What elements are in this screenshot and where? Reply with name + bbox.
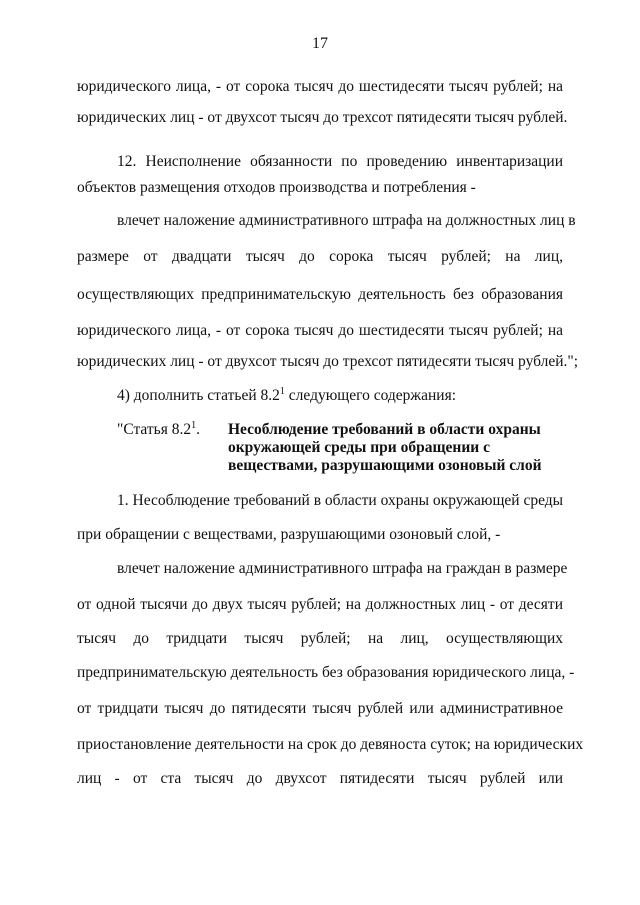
text-line: юридических лиц - от двухсот тысяч до трехсот пятидесяти тысяч рублей. bbox=[77, 109, 568, 126]
article-label bbox=[117, 420, 200, 440]
amendment-text: 4) дополнить статьей 8.2 bbox=[117, 387, 280, 404]
text-line: от тридцати тысяч до пятидесяти тысяч рублей или административное bbox=[77, 700, 563, 717]
text-line: юридических лиц - от двухсот тысяч до трехсот пятидесяти тысяч рублей."; bbox=[77, 353, 579, 370]
text-line: юридического лица, - от сорока тысяч до шестидесяти тысяч рублей; на bbox=[77, 322, 563, 339]
text-line: влечет наложение административного штрафа на граждан в размере bbox=[117, 560, 568, 577]
text-line: тысяч до тридцати тысяч рублей; на лиц, осуществляющих bbox=[77, 630, 563, 647]
article-label-superscript: 1 bbox=[191, 420, 197, 431]
amendment-superscript: 1 bbox=[279, 386, 285, 397]
text-line: приостановление деятельности на срок до девяноста суток; на юридических bbox=[77, 736, 584, 753]
text-line: юридического лица, - от сорока тысяч до шестидесяти тысяч рублей; на bbox=[77, 78, 563, 95]
article-title-line: веществами, разрушающими озоновый слой bbox=[228, 457, 542, 474]
text-line: 12. Неисполнение обязанности по проведению инвентаризации bbox=[117, 153, 563, 170]
amendment-line bbox=[117, 386, 563, 406]
text-line: от одной тысячи до двух тысяч рублей; на должностных лиц - от десяти bbox=[77, 596, 563, 613]
text-line: предпринимательскую деятельность без образования юридического лица, - bbox=[77, 664, 575, 681]
amendment-text-end: следующего содержания: bbox=[284, 387, 457, 404]
text-line: осуществляющих предпринимательскую деятельность без образования bbox=[77, 286, 563, 303]
article-label-dot: . bbox=[196, 421, 200, 438]
text-line: 1. Несоблюдение требований в области охраны окружающей среды bbox=[117, 492, 564, 509]
text-line: размере от двадцати тысяч до сорока тысяч рублей; на лиц, bbox=[77, 248, 563, 265]
article-label-text: "Статья 8.2 bbox=[117, 421, 192, 438]
text-line: объектов размещения отходов производства и потребления - bbox=[77, 179, 476, 196]
text-line: при обращении с веществами, разрушающими озоновый слой, - bbox=[77, 526, 501, 543]
text-line: лиц - от ста тысяч до двухсот пятидесяти тысяч рублей или bbox=[77, 770, 563, 787]
text-line: влечет наложение административного штрафа на должностных лиц в bbox=[117, 212, 576, 229]
article-title-line: Несоблюдение требований в области охраны bbox=[228, 421, 541, 438]
page-number: 17 bbox=[312, 35, 328, 52]
article-title-line: окружающей среды при обращении с bbox=[228, 439, 490, 456]
